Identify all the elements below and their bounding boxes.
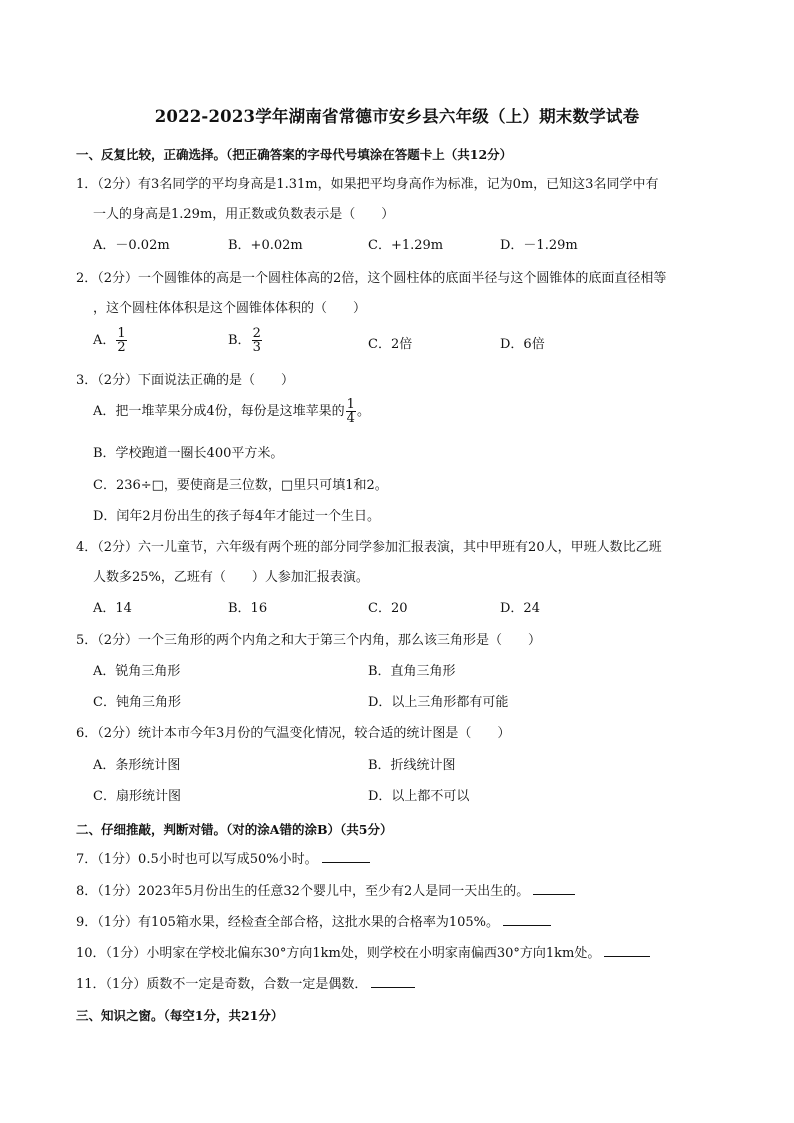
section-2-heading: 二、仔细推敲，判断对错。（对的涂A错的涂B）（共5分） [76,822,393,837]
question-4-option-a: A．14 [93,601,132,616]
option-a-label: A． [93,333,116,348]
question-6-option-d: D．以上都不可以 [368,789,470,804]
option-b-label: B． [228,333,251,348]
question-8-text: 8．（1分）2023年5月份出生的任意32个婴儿中，至少有2人是同一天出生的。 [76,884,530,899]
numerator: 2 [252,326,261,341]
question-3-option-c: C．236÷□，要使商是三位数，□里只可填1和2。 [93,478,388,493]
question-5-option-a: A．锐角三角形 [93,664,181,679]
question-2-option-b [228,327,263,354]
question-4-option-d: D．24 [500,601,540,616]
answer-blank[interactable] [533,882,575,895]
question-1-option-a: A．－0.02m [93,238,170,253]
question-11 [76,975,415,994]
question-4-option-c: C．20 [368,601,408,616]
question-6-option-a: A．条形统计图 [93,758,181,773]
question-2-option-a [93,327,128,354]
question-1-option-d: D．－1.29m [500,238,578,253]
question-2-option-c: C．2倍 [368,337,413,352]
denominator: 2 [117,340,126,355]
answer-blank[interactable] [503,913,551,926]
question-8 [76,882,575,901]
question-7-text: 7．（1分）0.5小时也可以写成50%小时。 [76,852,318,867]
question-1-line-2: 一人的身高是1.29m，用正数或负数表示是（ ） [93,207,395,222]
question-5-option-d: D．以上三角形都有可能 [368,695,509,710]
question-6-option-c: C．扇形统计图 [93,789,181,804]
question-5-line-1: 5．（2分）一个三角形的两个内角之和大于第三个内角，那么该三角形是（ ） [76,633,542,648]
question-11-text: 11．（1分）质数不一定是奇数，合数一定是偶数． [76,977,368,992]
question-3-line-1: 3．（2分）下面说法正确的是（ ） [76,373,295,388]
page-title: 2022-2023学年湖南省常德市安乡县六年级（上）期末数学试卷 [154,107,640,126]
question-2-option-d: D．6倍 [500,337,545,352]
fraction-one-half [116,327,126,354]
answer-blank[interactable] [322,850,370,863]
question-3-option-b: B．学校跑道一圈长400平方米。 [93,446,284,461]
question-4-line-2: 人数多25%，乙班有（ ）人参加汇报表演。 [93,570,369,585]
question-3-option-d: D．闰年2月份出生的孩子每4年才能过一个生日。 [93,509,380,524]
question-9-text: 9．（1分）有105箱水果，经检查全部合格，这批水果的合格率为105%。 [76,915,500,930]
question-5-option-c: C．钝角三角形 [93,695,181,710]
option-a-suffix: 。 [356,404,370,419]
numerator: 1 [117,326,126,341]
denominator: 4 [346,411,355,426]
question-6-line-1: 6．（2分）统计本市今年3月份的气温变化情况，较合适的统计图是（ ） [76,726,511,741]
question-10 [76,944,650,963]
question-1-option-b: B．+0.02m [228,238,303,253]
question-9 [76,913,551,932]
question-1-line-1: 1．（2分）有3名同学的平均身高是1.31m，如果把平均身高作为标准，记为0m，已知这3名同学中有 [76,177,659,192]
question-6-option-b: B．折线统计图 [368,758,456,773]
answer-blank[interactable] [604,944,650,957]
question-10-text: 10．（1分）小明家在学校北偏东30°方向1km处，则学校在小明家南偏西30°方向1km处。 [76,946,601,961]
section-3-heading: 三、知识之窗。（每空1分，共21分） [76,1008,284,1023]
question-4-line-1: 4．（2分）六一儿童节，六年级有两个班的部分同学参加汇报表演，其中甲班有20人，甲班人数比乙班 [76,540,662,555]
answer-blank[interactable] [371,975,415,988]
question-4-option-b: B．16 [228,601,268,616]
question-5-option-b: B．直角三角形 [368,664,456,679]
section-1-heading: 一、反复比较，正确选择。（把正确答案的字母代号填涂在答题卡上（共12分） [76,147,513,162]
question-1-option-c: C．+1.29m [368,238,444,253]
numerator: 1 [346,397,355,412]
question-2-line-2: ，这个圆柱体体积是这个圆锥体体积的（ ） [93,301,367,316]
fraction-two-thirds [252,327,262,354]
question-2-line-1: 2．（2分）一个圆锥体的高是一个圆柱体高的2倍，这个圆柱体的底面半径与这个圆锥体的底面直径相等 [76,271,667,286]
question-7 [76,850,370,869]
fraction-one-quarter [346,398,356,425]
question-3-option-a [93,398,370,425]
option-a-text: A．把一堆苹果分成4份，每份是这堆苹果的 [93,404,345,419]
denominator: 3 [252,340,261,355]
